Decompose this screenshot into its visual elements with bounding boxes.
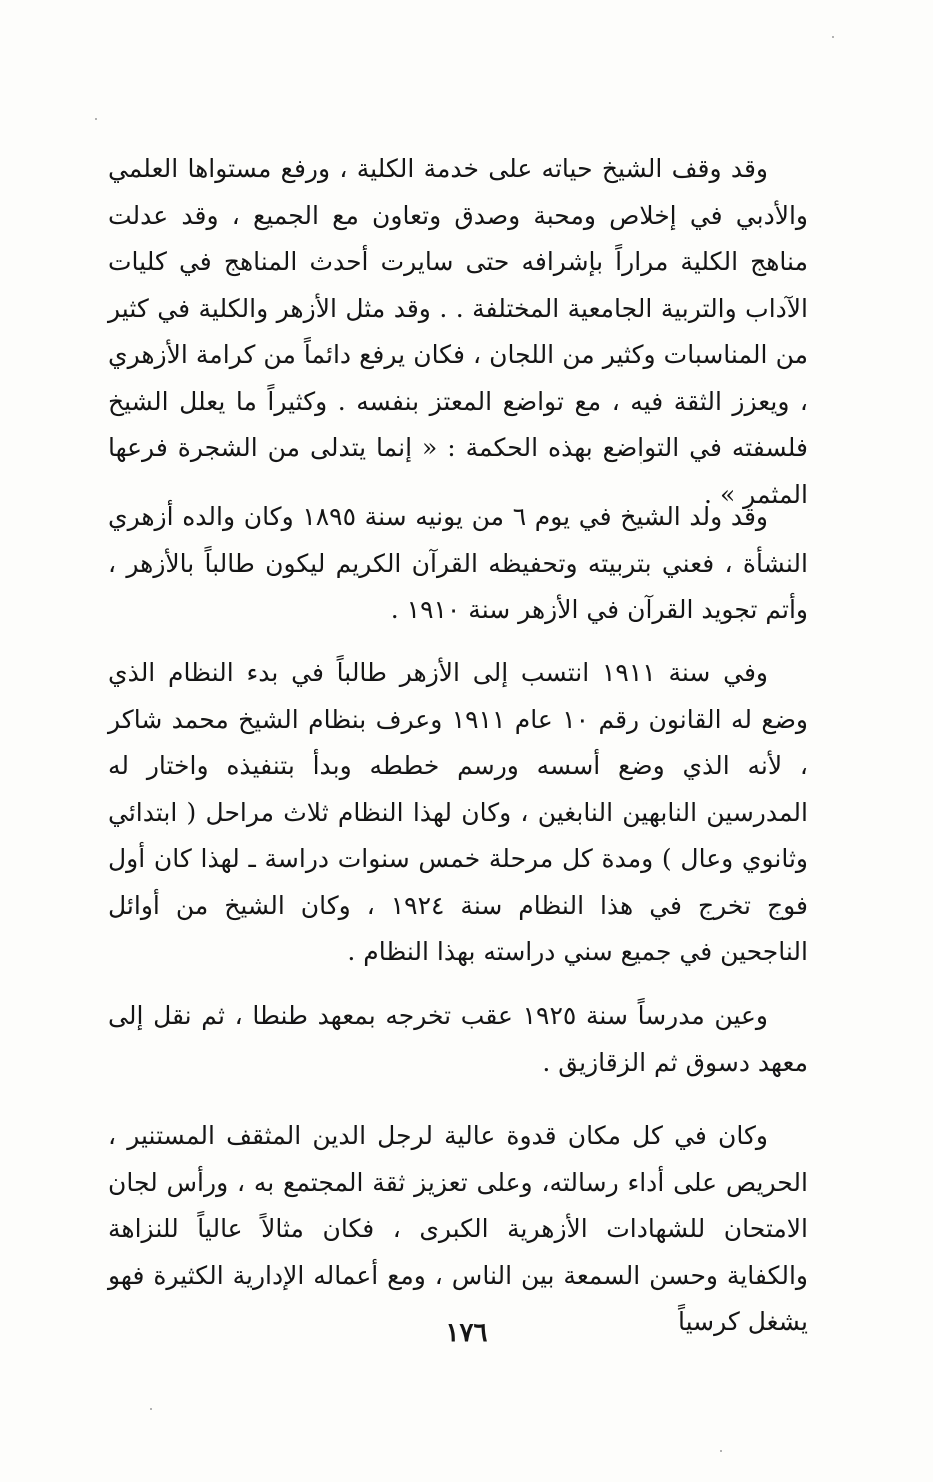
page-number: ١٧٦ [445,1318,488,1348]
paragraph-appointment [108,993,808,1086]
paragraph-text: وكان في كل مكان قدوة عالية لرجل الدين المثقف المستنير ، الحريص على أداء رسالته، وعلى تعزيز ثقة المجتمع به ، ورأس لجان الامتحان للشهادات الأزهرية الكبرى ، فكان مثالاً عالياً للنزاهة والكفاية وحسن السمعة بين الناس ، ومع أعماله الإدارية الكثيرة فهو يشغل كرسياً [108,1121,808,1336]
scan-speck [150,1408,152,1410]
paragraph-azhar-enrollment [108,650,808,976]
paragraph-text: وعين مدرساً سنة ١٩٢٥ عقب تخرجه بمعهد طنطا ، ثم نقل إلى معهد دسوق ثم الزقازيق . [108,1001,808,1077]
scan-speck [95,118,97,120]
paragraph-role-model [108,1113,808,1346]
paragraph-dedication [108,146,808,518]
paragraph-text: وقد وقف الشيخ حياته على خدمة الكلية ، ورفع مستواها العلمي والأدبي في إخلاص ومحبة وصدق وتعاون مع الجميع ، وقد عدلت مناهج الكلية مراراً بإشرافه حتى سايرت أحدث المناهج في كليات الآداب والتربية الجامعية المختلفة . . وقد مثل الأزهر والكلية في كثير من المناسبات وكثير من اللجان ، فكان يرفع دائماً من كرامة الأزهري ، ويعزز الثقة فيه ، مع تواضع المعتز بنفسه . وكثيراً ما يعلل الشيخ فلسفته في التواضع بهذه الحكمة : « إنما يتدلى من الشجرة فرعها المثمر » . [108,154,808,509]
paragraph-birth [108,494,808,634]
scan-speck [640,462,642,464]
paragraph-text: وفي سنة ١٩١١ انتسب إلى الأزهر طالباً في بدء النظام الذي وضع له القانون رقم ١٠ عام ١٩١١ وعرف بنظام الشيخ محمد شاكر ، لأنه الذي وضع أسسه ورسم خططه وبدأ بتنفيذه واختار له المدرسين النابهين النابغين ، وكان لهذا النظام ثلاث مراحل ( ابتدائي وثانوي وعال ) ومدة كل مرحلة خمس سنوات دراسة ـ لهذا كان أول فوج تخرج في هذا النظام سنة ١٩٢٤ ، وكان الشيخ من أوائل الناجحين في جميع سني دراسته بهذا النظام . [108,658,809,966]
scan-speck [720,1450,722,1452]
paragraph-text: وقد ولد الشيخ في يوم ٦ من يونيه سنة ١٨٩٥ وكان والده أزهري النشأة ، فعني بتربيته وتحفيظه القرآن الكريم ليكون طالباً بالأزهر ، وأتم تجويد القرآن في الأزهر سنة ١٩١٠ . [108,502,808,624]
scan-speck [832,36,834,38]
